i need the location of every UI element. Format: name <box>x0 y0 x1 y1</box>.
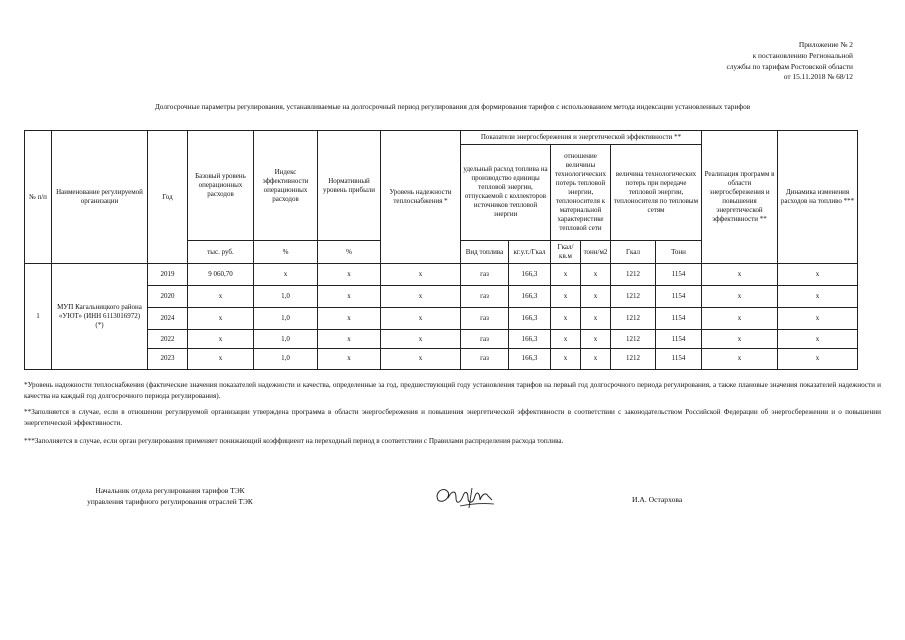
header-fuel-dynamics: Динамика изменения расходов на топливо *** <box>778 131 858 264</box>
header-program: Реализация программ в области энергосбережения и повышения энергетической эффективности ** <box>702 131 778 264</box>
cell-reliability: х <box>381 286 461 308</box>
cell-reliability: х <box>381 348 461 369</box>
cell-loss-carrier: 1154 <box>656 348 702 369</box>
signatory-position-line: управления тарифного регулирования отраслей ТЭК <box>87 497 253 506</box>
cell-year: 2020 <box>148 286 188 308</box>
cell-loss-ratio-carrier: х <box>581 264 611 286</box>
footnote-fuel-coefficient: ***Заполняется в случае, если орган регулирования применяет понижающий коэффициент на переходный период в соответствии с Правилами распределения расхода топлива. <box>24 437 564 445</box>
cell-profit: х <box>318 308 381 330</box>
cell-profit: х <box>318 286 381 308</box>
cell-loss-ratio-carrier: х <box>581 308 611 330</box>
cell-loss-ratio-heat: х <box>551 264 581 286</box>
cell-reliability: х <box>381 308 461 330</box>
cell-base: х <box>188 330 254 349</box>
cell-loss-ratio-carrier: х <box>581 330 611 349</box>
cell-index: 1,0 <box>254 330 318 349</box>
cell-program: х <box>702 308 778 330</box>
cell-year: 2023 <box>148 348 188 369</box>
cell-profit: х <box>318 330 381 349</box>
cell-reliability: х <box>381 330 461 349</box>
cell-program: х <box>702 264 778 286</box>
cell-fuel-type: газ <box>461 348 509 369</box>
cell-loss-ratio-heat: х <box>551 348 581 369</box>
cell-reliability: х <box>381 264 461 286</box>
cell-year: 2022 <box>148 330 188 349</box>
cell-loss-carrier: 1154 <box>656 286 702 308</box>
cell-loss-ratio-carrier: х <box>581 286 611 308</box>
cell-program: х <box>702 286 778 308</box>
header-energy-group: Показатели энергосбережения и энергетической эффективности ** <box>461 131 702 145</box>
signatory-name: И.А. Остархова <box>632 495 683 504</box>
cell-base: 9 060,70 <box>188 264 254 286</box>
appendix-line: к постановлению Региональной <box>752 50 853 60</box>
cell-loss-heat: 1212 <box>611 348 656 369</box>
cell-fuel-type: газ <box>461 308 509 330</box>
appendix-line: службы по тарифам Ростовской области <box>726 61 853 71</box>
table-row <box>25 308 858 330</box>
cell-loss-carrier: 1154 <box>656 308 702 330</box>
org-name: МУП Кагальницкого района «УЮТ» (ИНН 6113016972) (*) <box>52 264 148 370</box>
cell-fuel-rate: 166,3 <box>509 286 551 308</box>
header-loss-value: величина технологических потерь при передаче тепловой энергии, теплоносителя по тепловым сетям <box>611 144 702 240</box>
signatory-position-line: Начальник отдела регулирования тарифов ТЭК <box>95 486 245 495</box>
header-profit: Нормативный уровень прибыли <box>318 131 381 241</box>
unit-loss-ratio-heat: Гкал/ кв.м <box>551 241 581 264</box>
cell-loss-ratio-carrier: х <box>581 348 611 369</box>
unit-fuel-type: Вид топлива <box>461 241 509 264</box>
cell-fuel-type: газ <box>461 330 509 349</box>
footnote-reliability: *Уровень надежности теплоснабжения (фактические значения показателей надежности и качества, определенные за год, предшествующий году установления тарифов на первый год долгосрочного периода регулирования, а также плановые значения показателей надежности и качества на каждый год долгосрочного периода регулирования). <box>24 381 881 400</box>
cell-loss-carrier: 1154 <box>656 330 702 349</box>
unit-loss-carrier: Тонн <box>656 241 702 264</box>
cell-program: х <box>702 330 778 349</box>
cell-fuel-rate: 166,3 <box>509 330 551 349</box>
org-number: 1 <box>25 264 52 370</box>
table-row <box>25 330 858 349</box>
unit-fuel-rate: кг.у.т./Гкал <box>509 241 551 264</box>
cell-index: х <box>254 264 318 286</box>
appendix-header <box>613 40 853 83</box>
unit-index: % <box>254 241 318 264</box>
cell-loss-ratio-heat: х <box>551 330 581 349</box>
cell-program: х <box>702 348 778 369</box>
handwritten-signature <box>432 482 502 512</box>
header-reliability: Уровень надежности теплоснабжения * <box>381 131 461 264</box>
table-row <box>25 348 858 369</box>
cell-dynamics: х <box>778 286 858 308</box>
document-title: Долгосрочные параметры регулирования, устанавливаемые на долгосрочный период регулирования для формирования тарифов с использованием метода индексации установленных тарифов <box>154 102 751 111</box>
cell-profit: х <box>318 264 381 286</box>
cell-fuel-type: газ <box>461 286 509 308</box>
cell-dynamics: х <box>778 264 858 286</box>
header-fuel-rate: удельный расход топлива на производство единицы тепловой энергии, отпускаемой с коллекторов источников тепловой энергии <box>461 144 551 240</box>
cell-index: 1,0 <box>254 286 318 308</box>
header-loss-ratio: отношение величины технологических потерь тепловой энергии, теплоносителя к материальной характеристике тепловой сети <box>551 144 611 240</box>
cell-index: 1,0 <box>254 308 318 330</box>
cell-loss-heat: 1212 <box>611 264 656 286</box>
cell-loss-heat: 1212 <box>611 308 656 330</box>
signatory-position <box>60 485 280 507</box>
header-year: Год <box>148 131 188 264</box>
unit-base: тыс. руб. <box>188 241 254 264</box>
header-base-opex: Базовый уровень операционных расходов <box>188 131 254 241</box>
header-org: Наименование регулируемой организации <box>52 131 148 264</box>
unit-loss-heat: Гкал <box>611 241 656 264</box>
cell-fuel-rate: 166,3 <box>509 308 551 330</box>
cell-loss-ratio-heat: х <box>551 308 581 330</box>
cell-base: х <box>188 308 254 330</box>
cell-profit: х <box>318 348 381 369</box>
cell-loss-heat: 1212 <box>611 286 656 308</box>
appendix-line: от 15.11.2018 № 68/12 <box>783 72 853 82</box>
cell-year: 2019 <box>148 264 188 286</box>
footnote-energy-program: **Заполняется в случае, если в отношении регулируемой организации утверждена программа в области энергосбережения и повышения энергетической эффективности в соответствии с законодательством Российской Федерации об энергосбережении и о повышении энергетической эффективности. <box>24 408 881 427</box>
cell-year: 2024 <box>148 308 188 330</box>
table-row <box>25 264 858 286</box>
cell-loss-heat: 1212 <box>611 330 656 349</box>
parameters-table <box>24 130 858 370</box>
cell-base: х <box>188 286 254 308</box>
table-row <box>25 286 858 308</box>
cell-fuel-rate: 166,3 <box>509 264 551 286</box>
unit-loss-ratio-carrier: тонн/м2 <box>581 241 611 264</box>
header-num: № п/п <box>25 131 52 264</box>
cell-dynamics: х <box>778 308 858 330</box>
header-efficiency-index: Индекс эффективности операционных расходов <box>254 131 318 241</box>
cell-dynamics: х <box>778 330 858 349</box>
appendix-line: Приложение № 2 <box>798 40 853 49</box>
cell-index: 1,0 <box>254 348 318 369</box>
cell-loss-ratio-heat: х <box>551 286 581 308</box>
cell-dynamics: х <box>778 348 858 369</box>
unit-profit: % <box>318 241 381 264</box>
cell-fuel-type: газ <box>461 264 509 286</box>
cell-loss-carrier: 1154 <box>656 264 702 286</box>
cell-base: х <box>188 348 254 369</box>
cell-fuel-rate: 166,3 <box>509 348 551 369</box>
